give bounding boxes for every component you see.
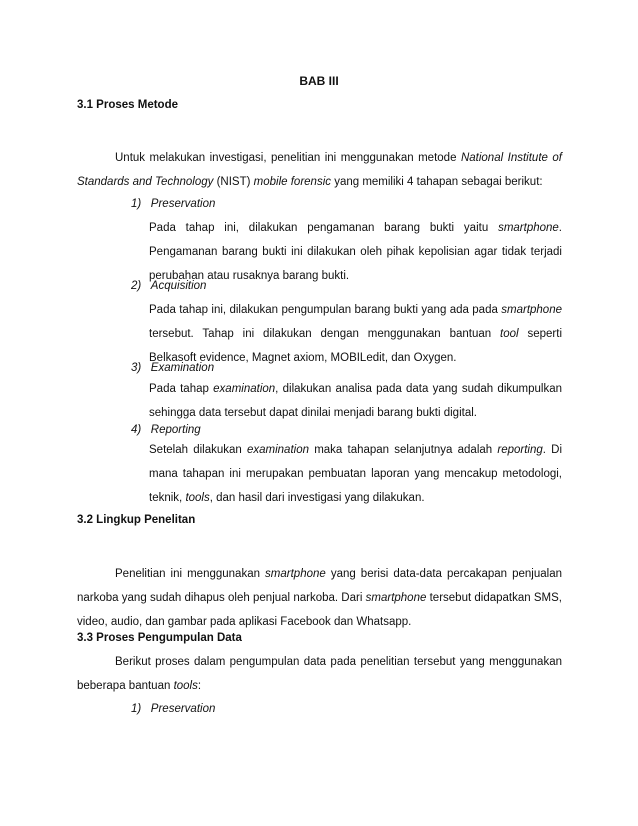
list-item-body: Pada tahap ini, dilakukan pengamanan barang bukti yaitu smartphone. Pengamanan barang bukti ini dilakukan oleh pihak kepolisian agar tidak terjadi perubahan atau rusaknya barang bukti.: [149, 222, 562, 282]
section-heading-3-1: 3.1 Proses Metode: [77, 99, 178, 111]
section-heading-3-3: 3.3 Proses Pengumpulan Data: [77, 632, 242, 644]
section-3-2-paragraph: Penelitian ini menggunakan smartphone yang berisi data-data percakapan penjualan narkoba yang sudah dihapus oleh penjual narkoba. Dari smartphone tersebut didapatkan SMS, video, audio, dan gambar pada aplikasi Facebook dan Whatsapp.: [77, 568, 563, 628]
list-item-label: 1) Preservation: [131, 198, 216, 210]
list-item-body: Pada tahap ini, dilakukan pengumpulan barang bukti yang ada pada smartphone tersebut. Tahap ini dilakukan dengan menggunakan bantuan tool seperti Belkasoft evidence, Magnet axiom, MOBILedit, dan Oxygen.: [149, 304, 563, 364]
chapter-title: BAB III: [299, 74, 339, 88]
list-item-label: 4) Reporting: [131, 424, 201, 436]
section-3-3-paragraph: Berikut proses dalam pengumpulan data pada penelitian tersebut yang menggunakan beberapa bantuan tools:: [77, 656, 562, 692]
section-heading-3-2: 3.2 Lingkup Penelitan: [77, 514, 196, 526]
section-3-1-intro: Untuk melakukan investigasi, penelitian ini menggunakan metode National Institute of Standards and Technology (NIST) mobile forensic yang memiliki 4 tahapan sebagai berikut:: [77, 152, 562, 188]
list-item-label: 3) Examination: [131, 362, 215, 374]
list-item-label: 1) Preservation: [131, 703, 216, 715]
list-item-label: 2) Acquisition: [131, 280, 207, 292]
list-item-body: Pada tahap examination, dilakukan analisa pada data yang sudah dikumpulkan sehingga data tersebut dapat dinilai menjadi barang bukti digital.: [149, 383, 562, 419]
list-item-body: Setelah dilakukan examination maka tahapan selanjutnya adalah reporting. Di mana tahapan ini merupakan pembuatan laporan yang mencakup metodologi, teknik, tools, dan hasil dari investigasi yang dilakukan.: [149, 444, 563, 504]
